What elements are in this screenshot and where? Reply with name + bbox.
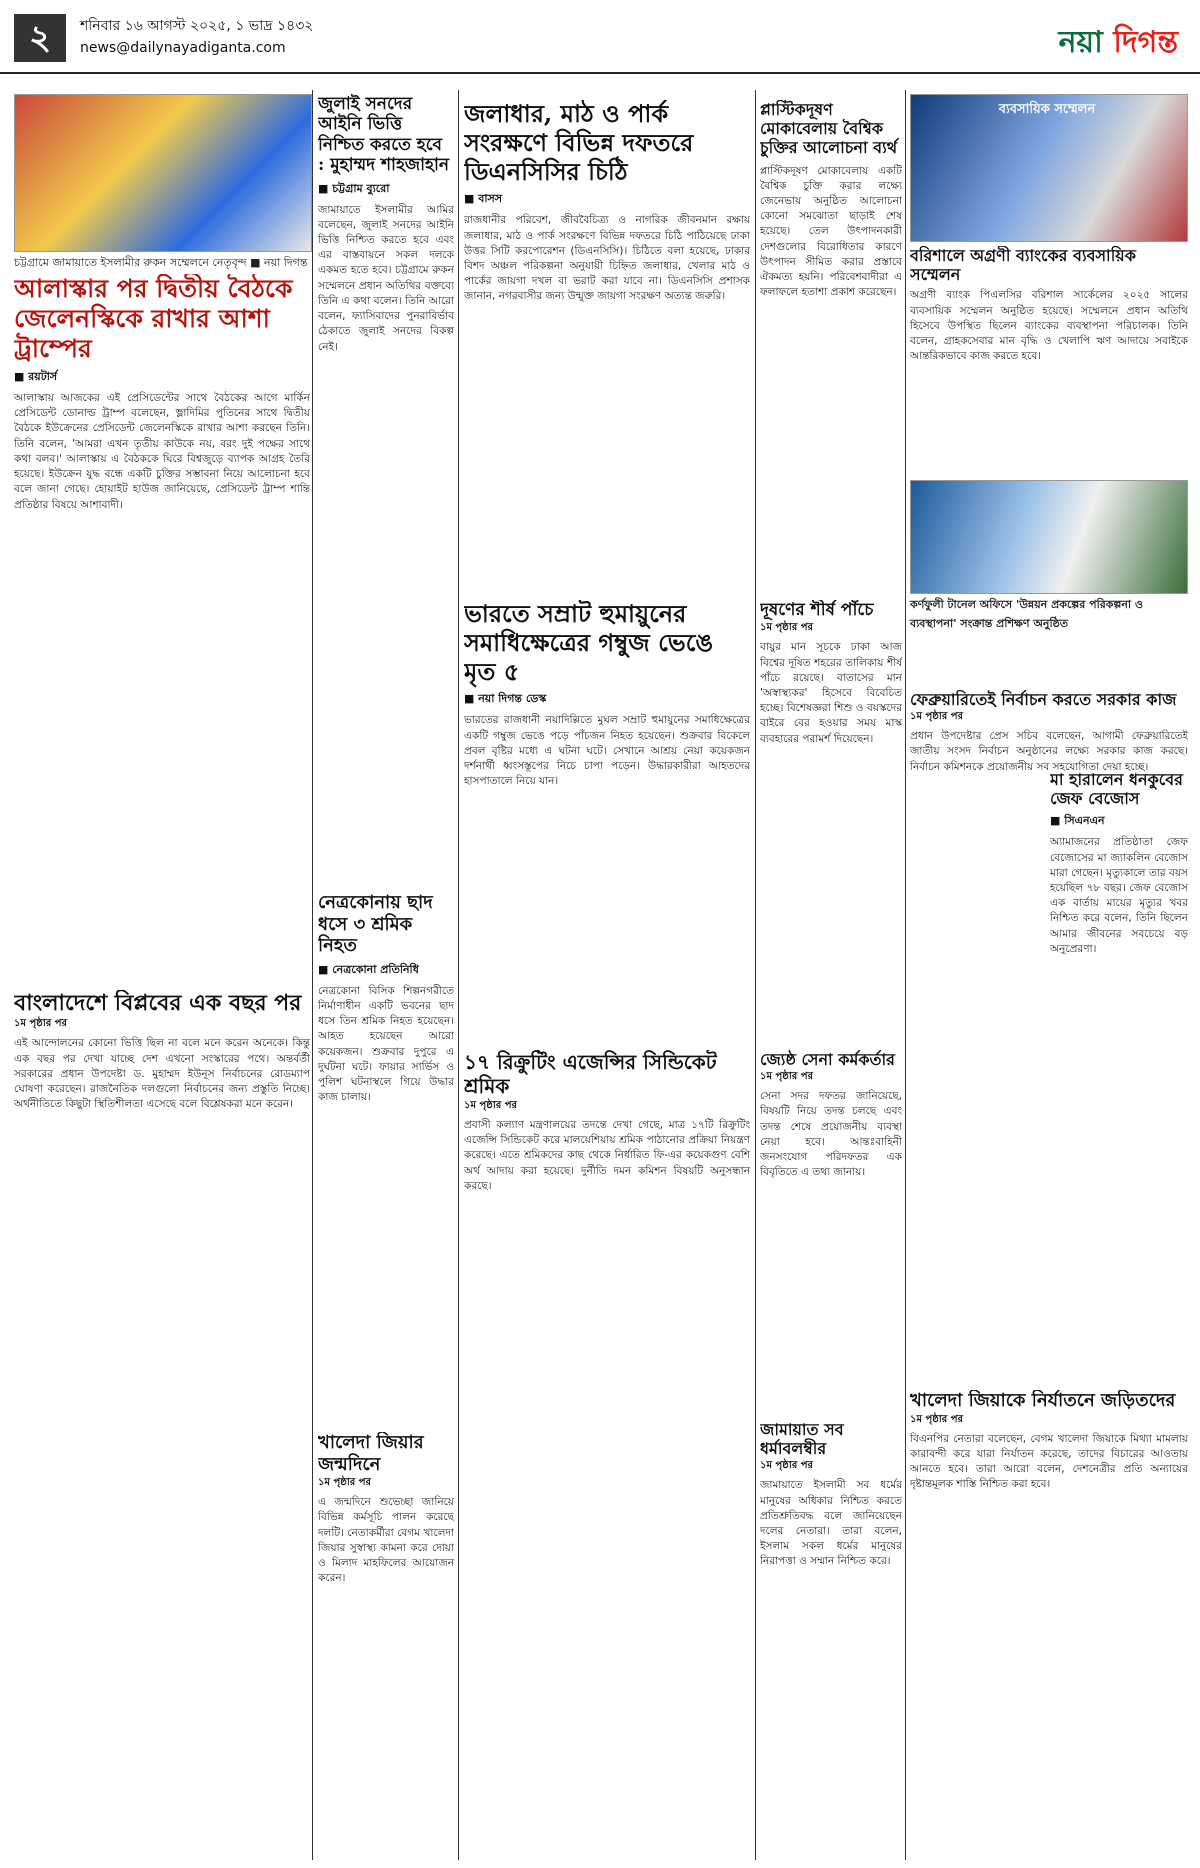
body-alaska: আলাস্কায় আজকের এই প্রেসিডেন্টের সাথে বৈঠকের আগে মার্কিন প্রেসিডেন্ট ডোনাল্ড ট্রাম্প বলেছেন, ভ্লাদিমির পুতিনের সাথে দ্বিতীয় বৈঠকে ইউক্রেনের প্রেসিডেন্ট জেলেনস্কিকে রাখার আশা করছেন তিনি। তিনি বলেন, 'আমরা এখন তৃতীয় কাউকে নয়, বরং দুই পক্ষের সাথে কথা বলব।' আলাস্কায় এ বৈঠককে ঘিরে বিশ্বজুড়ে ব্যাপক আগ্রহ তৈরি হয়েছে। ইউক্রেন যুদ্ধ বন্ধে একটি চুক্তির সম্ভাবনা নিয়ে আলোচনা হবে বলে জানা গেছে। হোয়াইট হাউজ জানিয়েছে, প্রেসিডেন্ট ট্রাম্প শান্তি প্রতিষ্ঠার বিষয়ে আশাবাদী।	[14, 392, 310, 511]
training-photo	[910, 480, 1188, 594]
headline-july: জুলাই সনদের আইনি ভিত্তি নিশ্চিত করতে হবে : মুহাম্মদ শাহজাহান	[318, 94, 450, 176]
logo-text-1: নয়া	[1058, 25, 1114, 60]
continued-jamaat: ১ম পৃষ্ঠার পর	[760, 1460, 813, 1472]
body-recruiting: প্রবাসী কল্যাণ মন্ত্রণালয়ের তদন্তে দেখা গেছে, মাত্র ১৭টি রিক্রুটিং এজেন্সি সিন্ডিকেট করে মালয়েশিয়ায় শ্রমিক পাঠানোর প্রক্রিয়া নিয়ন্ত্রণ করেছে। এতে শ্রমিকদের কাছ থেকে নির্ধারিত ফি-এর কয়েকগুণ বেশি অর্থ আদায় করা হয়েছে। দুর্নীতি দমন কমিশন বিষয়টি অনুসন্ধান করছে।	[464, 1119, 750, 1192]
article-alaska	[14, 274, 310, 974]
byline-humayun: ■ নয়া দিগন্ত ডেস্ক	[464, 692, 547, 706]
article-bangladesh	[14, 990, 310, 1850]
body-july: জামায়াতে ইসলামীর আমির বলেছেন, জুলাই সনদের আইনি ভিত্তি নিশ্চিত করতে হবে এবং এর বাস্তবায়নে সকল দলকে একমত হতে হবে। চট্টগ্রামে রুকন সম্মেলনে প্রধান অতিথির বক্তব্যে তিনি এ কথা বলেন। তিনি আরো বলেন, ফ্যাসিবাদের পুনরাবির্ভাব ঠেকাতে জুলাই সনদের বিকল্প নেই।	[318, 203, 454, 353]
body-humayun: ভারতের রাজধানী নয়াদিল্লিতে মুঘল সম্রাট হুমায়ুনের সমাধিক্ষেত্রের একটি গম্বুজ ভেঙে পড়ে পাঁচজন নিহত হয়েছেন। শুক্রবার বিকেলে প্রবল বৃষ্টির মধ্যে এ ঘটনা ঘটে। সেখানে আশ্রয় নেয়া কয়েকজন দর্শনার্থী ধ্বংসস্তূপের নিচে চাপা পড়েন। উদ্ধারকারীরা আহতদের হাসপাতালে নিয়ে যান।	[464, 714, 750, 788]
body-jamaat: জামায়াতে ইসলামী সব ধর্মের মানুষের অধিকার নিশ্চিত করতে প্রতিশ্রুতিবদ্ধ বলে জানিয়েছেন দলের নেতারা। তারা বলেন, ইসলাম সকল ধর্মের মানুষের নিরাপত্তা ও সম্মান নিশ্চিত করে।	[760, 1479, 902, 1568]
headline-jeff: মা হারালেন ধনকুবের জেফ বেজোস	[1050, 770, 1183, 809]
article-humayun	[464, 600, 750, 1020]
headline-february: ফেব্রুয়ারিতেই নির্বাচন করতে সরকার কাজ	[910, 690, 1177, 709]
newspaper-logo	[1059, 18, 1178, 69]
article-khaleda-torture	[910, 1390, 1188, 1850]
rally-photo	[14, 94, 312, 252]
article-sena	[760, 1050, 902, 1410]
photo-caption: চট্টগ্রামে জামায়াতে ইসলামীর রুকন সম্মেলনে নেতৃবৃন্দ ■ নয়া দিগন্ত	[14, 256, 308, 269]
article-jamaat	[760, 1420, 902, 1850]
article-recruiting	[464, 1050, 750, 1850]
website-email[interactable]: news@dailynayadiganta.com	[80, 40, 286, 56]
body-barishal: অগ্রণী ব্যাংক পিএলসির বরিশাল সার্কেলের ২০২৫ সালের ব্যবসায়িক সম্মেলন অনুষ্ঠিত হয়েছে। সম্মেলনে প্রধান অতিথি হিসেবে উপস্থিত ছিলেন ব্যাংকের ব্যবস্থাপনা পরিচালক। তিনি বলেন, গ্রাহকসেবার মান বৃদ্ধি ও খেলাপি ঋণ আদায়ে সবাইকে আন্তরিকভাবে কাজ করতে হবে।	[910, 289, 1188, 363]
headline-barishal: বরিশালে অগ্রণী ব্যাংকের ব্যবসায়িক সম্মেলন	[910, 246, 1136, 285]
article-jaladhar	[464, 100, 750, 600]
body-bangladesh: এই আন্দোলনের কোনো ভিত্তি ছিল না বলে মনে করেন অনেকে। কিন্তু এক বছর পর দেখা যাচ্ছে দেশ এখনো সংস্কারের পথে। অন্তর্বর্তী সরকারের প্রধান উপদেষ্টা ড. মুহাম্মদ ইউনূস নির্বাচনের রোডম্যাপ ঘোষণা করেছেন। রাজনৈতিক দলগুলো নির্বাচনের জন্য প্রস্তুতি নিচ্ছে। অর্থনীতিতে কিছুটা স্থিতিশীলতা এসেছে বলে বিশ্লেষকরা মনে করেন।	[14, 1037, 310, 1111]
headline-jaladhar: জলাধার, মাঠ ও পার্ক সংরক্ষণে বিভিন্ন দফতরে ডিএনসিসির চিঠি	[464, 100, 694, 186]
headline-khaleda-birthday: খালেদা জিয়ার জন্মদিনে	[318, 1432, 424, 1475]
body-february: প্রধান উপদেষ্টার প্রেস সচিব বলেছেন, আগামী ফেব্রুয়ারিতেই জাতীয় সংসদ নির্বাচন অনুষ্ঠানের লক্ষ্যে সরকার কাজ করছে। নির্বাচন কমিশনকে প্রয়োজনীয় সব সহযোগিতা দেয়া হচ্ছে।	[910, 730, 1188, 773]
body-khaleda-torture: বিএনপির নেতারা বলেছেন, বেগম খালেদা জিয়াকে মিথ্যা মামলায় কারাবন্দী করে যারা নির্যাতন করেছে, তাদের বিচারের আওতায় আনতে হবে। তারা আরো বলেন, দেশনেত্রীর প্রতি অন্যায়ের দৃষ্টান্তমূলক শাস্তি নিশ্চিত করা হবে।	[910, 1432, 1188, 1491]
body-jeff: অ্যামাজনের প্রতিষ্ঠাতা জেফ বেজোসের মা জ্যাকলিন বেজোস মারা গেছেন। মৃত্যুকালে তার বয়স হয়েছিল ৭৮ বছর। জেফ বেজোস এক বার্তায় মায়ের মৃত্যুর খবর নিশ্চিত করে বলেন, তিনি ছিলেন আমার জীবনের সবচেয়ে বড় অনুপ্রেরণা।	[1050, 836, 1188, 955]
continued-bangladesh: ১ম পৃষ্ঠার পর	[14, 1018, 67, 1030]
body-netrokona: নেত্রকোনা বিসিক শিল্পনগরীতে নির্মাণাধীন একটি ভবনের ছাদ ধসে তিন শ্রমিক নিহত হয়েছেন। আহত হয়েছেন আরো কয়েকজন। শুক্রবার দুপুরে এ দুর্ঘটনা ঘটে। ফায়ার সার্ভিস ও পুলিশ ঘটনাস্থলে গিয়ে উদ্ধার কাজ চালায়।	[318, 984, 454, 1104]
article-jeff	[1050, 770, 1188, 1330]
headline-jamaat: জামায়াত সব ধর্মাবলম্বীর	[760, 1420, 844, 1459]
article-barishal	[910, 246, 1188, 476]
logo-text-2: দিগন্ত	[1113, 25, 1178, 60]
training-caption: কর্ণফুলী টানেল অফিসে 'উন্নয়ন প্রকল্পের পরিকল্পনা ও ব্যবস্থাপনা' সংক্রান্ত প্রশিক্ষণ অনুষ্ঠিত	[910, 598, 1144, 630]
article-netrokona	[318, 892, 454, 1392]
headline-sena: জ্যেষ্ঠ সেনা কর্মকর্তার	[760, 1050, 895, 1069]
body-dushan: বায়ুর মান সূচকে ঢাকা আজ বিশ্বের দূষিত শহরের তালিকায় শীর্ষ পাঁচে রয়েছে। বাতাসের মান 'অস্বাস্থ্যকর' হিসেবে বিবেচিত হচ্ছে। বিশেষজ্ঞরা শিশু ও বয়স্কদের বাইরে বের হওয়ার সময় মাস্ক ব্যবহারের পরামর্শ দিয়েছেন।	[760, 641, 902, 745]
byline-netrokona: ■ নেত্রকোনা প্রতিনিধি	[318, 962, 419, 976]
column-rule-4	[905, 90, 906, 1860]
byline-july: ■ চট্টগ্রাম ব্যুরো	[318, 181, 390, 195]
headline-dushan: দূষণের শীর্ষ পাঁচে	[760, 600, 874, 620]
article-dushan	[760, 600, 902, 1020]
body-sena: সেনা সদর দফতর জানিয়েছে, বিষয়টি নিয়ে তদন্ত চলছে এবং তদন্ত শেষে প্রয়োজনীয় ব্যবস্থা নেয়া হবে। আন্তঃবাহিনী জনসংযোগ পরিদফতর এক বিবৃতিতে এ তথ্য জানায়।	[760, 1090, 902, 1179]
banner-text: ব্যবসায়িক সম্মেলন	[998, 102, 1096, 117]
byline-alaska: ■ রয়টার্স	[14, 370, 58, 383]
article-khaleda-birthday	[318, 1432, 454, 1852]
byline-jeff: ■ সিএনএন	[1050, 814, 1105, 828]
headline-khaleda-torture: খালেদা জিয়াকে নির্যাতনে জড়িতদের	[910, 1390, 1176, 1411]
continued-february: ১ম পৃষ্ঠার পর	[910, 711, 963, 723]
body-jaladhar: রাজধানীর পরিবেশ, জীববৈচিত্র্য ও নাগরিক জীবনমান রক্ষায় জলাধার, মাঠ ও পার্ক সংরক্ষণে বিভিন্ন দফতরে চিঠি পাঠিয়েছে ঢাকা উত্তর সিটি করপোরেশন (ডিএনসিসি)। চিঠিতে বলা হয়েছে, ঢাকার বিশদ অঞ্চল পরিকল্পনা অনুযায়ী চিহ্নিত জলাধার, খেলার মাঠ ও পার্কের জায়গা দখল বা ভরাট করা যাবে না। ডিএনসিসি প্রশাসক জানান, নগরবাসীর জন্য উন্মুক্ত জায়গা সংরক্ষণ অত্যন্ত জরুরি।	[464, 214, 750, 303]
column-rule-1	[312, 90, 313, 1860]
column-rule-3	[755, 90, 756, 1860]
body-khaleda-birthday: এ জন্মদিনে শুভেচ্ছা জানিয়ে বিভিন্ন কর্মসূচি পালন করেছে দলটি। নেতাকর্মীরা বেগম খালেদা জিয়ার সুস্বাস্থ্য কামনা করে দোয়া ও মিলাদ মাহফিলের আয়োজন করেন।	[318, 1496, 454, 1585]
continued-khaleda-torture: ১ম পৃষ্ঠার পর	[910, 1413, 963, 1425]
article-plastic	[760, 100, 902, 600]
continued-sena: ১ম পৃষ্ঠার পর	[760, 1071, 813, 1083]
headline-recruiting: ১৭ রিক্রুটিং এজেন্সির সিন্ডিকেট শ্রমিক	[464, 1050, 717, 1098]
date-line: শনিবার ১৬ আগস্ট ২০২৫, ১ ভাদ্র ১৪৩২	[80, 18, 314, 34]
headline-plastic: প্লাস্টিকদূষণ মোকাবেলায় বৈশ্বিক চুক্তির আলোচনা ব্যর্থ	[760, 100, 898, 158]
headline-netrokona: নেত্রকোনায় ছাদ ধসে ৩ শ্রমিক নিহত	[318, 892, 433, 957]
headline-humayun: ভারতে সম্রাট হুমায়ুনের সমাধিক্ষেত্রের গম্বুজ ভেঙে মৃত ৫	[464, 600, 713, 686]
headline-bangladesh: বাংলাদেশে বিপ্লবের এক বছর পর	[14, 990, 302, 1016]
continued-khaleda-birthday: ১ম পৃষ্ঠার পর	[318, 1477, 371, 1489]
continued-dushan: ১ম পৃষ্ঠার পর	[760, 622, 813, 634]
body-plastic: প্লাস্টিকদূষণ মোকাবেলায় একটি বৈশ্বিক চুক্তি করার লক্ষ্যে জেনেভায় অনুষ্ঠিত আলোচনা কোনো সমঝোতা ছাড়াই শেষ হয়েছে। তেল উৎপাদনকারী দেশগুলোর বিরোধিতার কারণে উৎপাদন সীমিত করার প্রস্তাবে ঐকমত্য হয়নি। পরিবেশবাদীরা এ ফলাফলে হতাশা প্রকাশ করেছেন।	[760, 164, 902, 299]
page-number: ২	[14, 14, 66, 62]
page-header	[0, 0, 1200, 74]
continued-recruiting: ১ম পৃষ্ঠার পর	[464, 1100, 517, 1111]
article-july	[318, 94, 454, 794]
byline-jaladhar: ■ বাসস	[464, 192, 503, 206]
headline-alaska: আলাস্কার পর দ্বিতীয় বৈঠকে জেলেনস্কিকে রাখার আশা ট্রাম্পের	[14, 274, 293, 363]
column-rule-2	[458, 90, 459, 1860]
